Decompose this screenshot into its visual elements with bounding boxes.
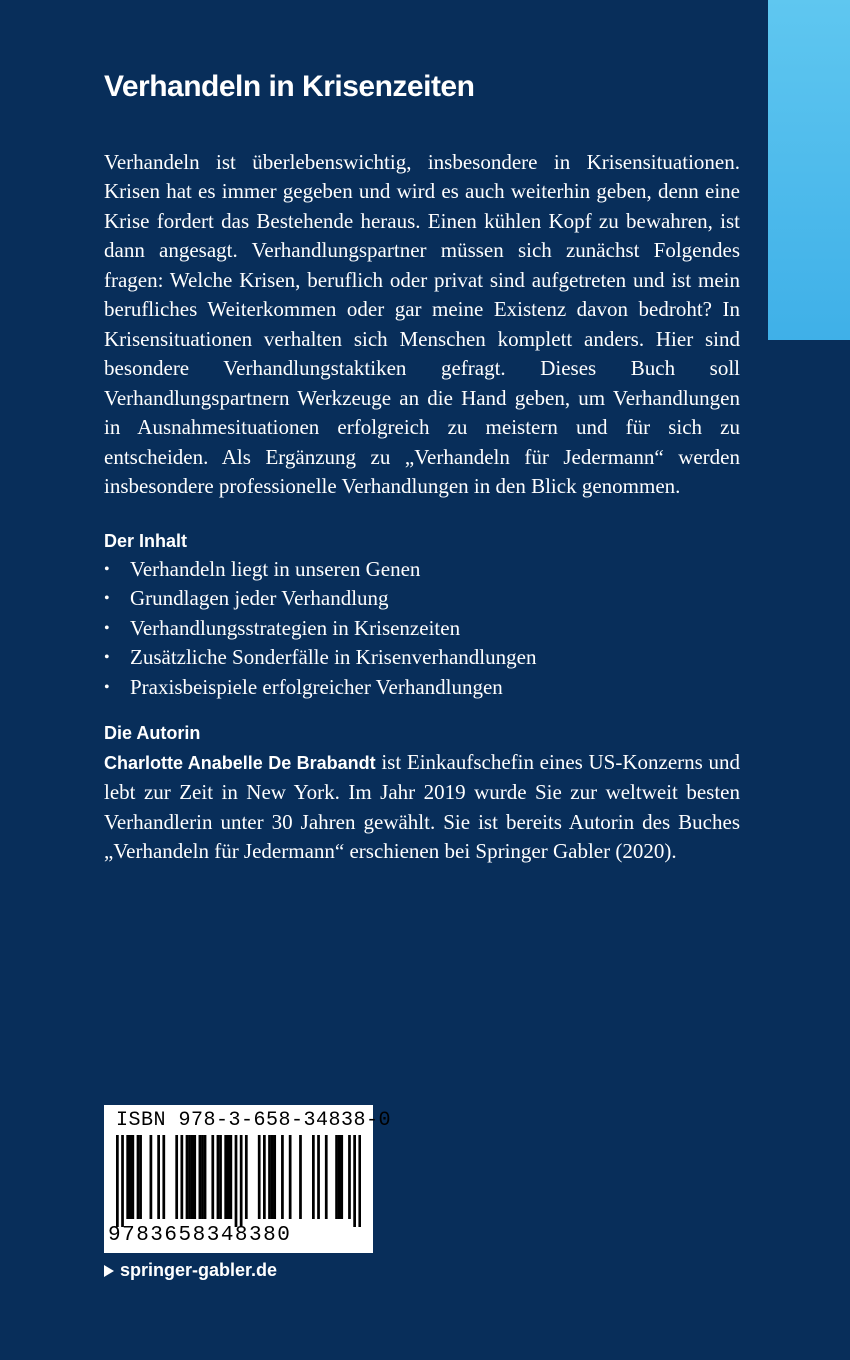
book-blurb: Verhandeln ist überlebenswichtig, insbesondere in Krisensituationen. Krisen hat es immer gegeben und wird es auch weiterhin geben, denn eine Krise fordert das Bestehende heraus. Einen kühlen Kopf zu bewahren, ist dann angesagt. Verhandlungspartner müssen sich zunächst Folgendes fragen: Welche Krisen, beruflich oder privat sind aufgetreten und ist mein berufliches Weiterkommen oder gar meine Existenz davon bedroht? In Krisensituationen verhalten sich Menschen komplett anders. Hier sind besondere Verhandlungstaktiken gefragt. Dieses Buch soll Verhandlungspartnern Werkzeuge an die Hand geben, um Verhandlungen in Ausnahmesituationen erfolgreich zu meistern und für sich zu entscheiden. Als Ergänzung zu „Verhandeln für Jedermann“ werden insbesondere professionelle Verhandlungen in den Blick genommen. — [104, 149, 740, 498]
bullet-icon: • — [104, 678, 110, 696]
barcode-bar — [348, 1135, 351, 1219]
list-item — [104, 673, 740, 703]
barcode-bar — [245, 1135, 248, 1219]
publisher-website[interactable] — [104, 1260, 277, 1281]
bullet-icon: • — [104, 590, 110, 608]
barcode-bar — [235, 1135, 238, 1227]
barcode-bar — [358, 1135, 361, 1227]
barcode-bar — [116, 1135, 119, 1227]
list-item — [104, 584, 740, 614]
back-cover-content — [104, 70, 740, 867]
barcode-bar — [201, 1135, 204, 1219]
barcode-bar — [240, 1135, 243, 1227]
author-bio-text: ist Einkaufschefin eines US-Konzerns und lebt zur Zeit in New York. Im Jahr 2019 wurde Sie zur weltweit besten Verhandlerin unter 30 Jahren gewählt. Sie ist bereits Autorin des Buches „Verhandeln für Jedermann“ erschienen bei Springer Gabler (2020). — [104, 749, 740, 864]
ean-digits: 9783658348380 — [108, 1224, 292, 1247]
barcode-bar — [131, 1135, 134, 1219]
barcode-bar — [191, 1135, 194, 1219]
barcode-bar — [325, 1135, 328, 1219]
barcode-bar — [186, 1135, 189, 1219]
play-arrow-icon — [104, 1265, 114, 1277]
barcode-bar — [338, 1135, 341, 1219]
contents-heading: Der Inhalt — [104, 530, 188, 551]
list-item-text: Grundlagen jeder Verhandlung — [130, 586, 389, 611]
list-item-text: Zusätzliche Sonderfälle in Krisenverhandlungen — [130, 645, 537, 670]
barcode-bar — [229, 1135, 232, 1219]
barcode-bar — [157, 1135, 160, 1219]
barcode-bar — [211, 1135, 214, 1219]
author-bio — [104, 748, 740, 867]
barcode-bar — [317, 1135, 320, 1219]
barcode-bar — [268, 1135, 271, 1219]
barcode-bar — [273, 1135, 276, 1219]
bullet-icon: • — [104, 560, 110, 578]
barcode-bar — [188, 1135, 191, 1219]
barcode-bar — [162, 1135, 165, 1219]
book-title: Verhandeln in Krisenzeiten — [104, 70, 475, 103]
barcode-bar — [175, 1135, 178, 1219]
author-heading: Die Autorin — [104, 723, 201, 744]
barcode-bar — [180, 1135, 183, 1219]
isbn-barcode — [104, 1105, 392, 1253]
barcode-bar — [150, 1135, 153, 1219]
barcode-bar — [312, 1135, 315, 1219]
barcode-bar — [224, 1135, 227, 1219]
barcode-bar — [335, 1135, 338, 1219]
bullet-icon: • — [104, 619, 110, 637]
barcode-bar — [204, 1135, 207, 1219]
author-name: Charlotte Anabelle De Brabandt — [104, 752, 376, 773]
barcode-bar — [227, 1135, 230, 1219]
barcode-bar — [289, 1135, 292, 1219]
barcode-bar — [219, 1135, 222, 1219]
list-item — [104, 614, 740, 644]
barcode-bar — [129, 1135, 132, 1219]
list-item — [104, 643, 740, 673]
list-item — [104, 555, 740, 585]
barcode-bars — [116, 1135, 361, 1227]
barcode-bar — [139, 1135, 142, 1219]
accent-strip — [768, 0, 850, 340]
barcode-bar — [126, 1135, 129, 1219]
bullet-icon: • — [104, 649, 110, 667]
barcode-bar — [299, 1135, 302, 1219]
list-item-text: Praxisbeispiele erfolgreicher Verhandlungen — [130, 674, 503, 699]
barcode-bar — [258, 1135, 261, 1219]
barcode-bar — [121, 1135, 124, 1227]
barcode-bar — [199, 1135, 202, 1219]
barcode-bar — [353, 1135, 356, 1227]
isbn-label: ISBN 978-3-658-34838-0 — [116, 1109, 392, 1132]
barcode-bar — [217, 1135, 220, 1219]
contents-list — [104, 555, 740, 703]
list-item-text: Verhandlungsstrategien in Krisenzeiten — [130, 615, 461, 640]
barcode-bar — [340, 1135, 343, 1219]
barcode-bar — [193, 1135, 196, 1219]
barcode-bar — [271, 1135, 274, 1219]
barcode-bar — [281, 1135, 284, 1219]
barcode-bar — [137, 1135, 140, 1219]
website-text: springer-gabler.de — [120, 1260, 278, 1280]
barcode-bar — [263, 1135, 266, 1219]
list-item-text: Verhandeln liegt in unseren Genen — [130, 556, 421, 581]
